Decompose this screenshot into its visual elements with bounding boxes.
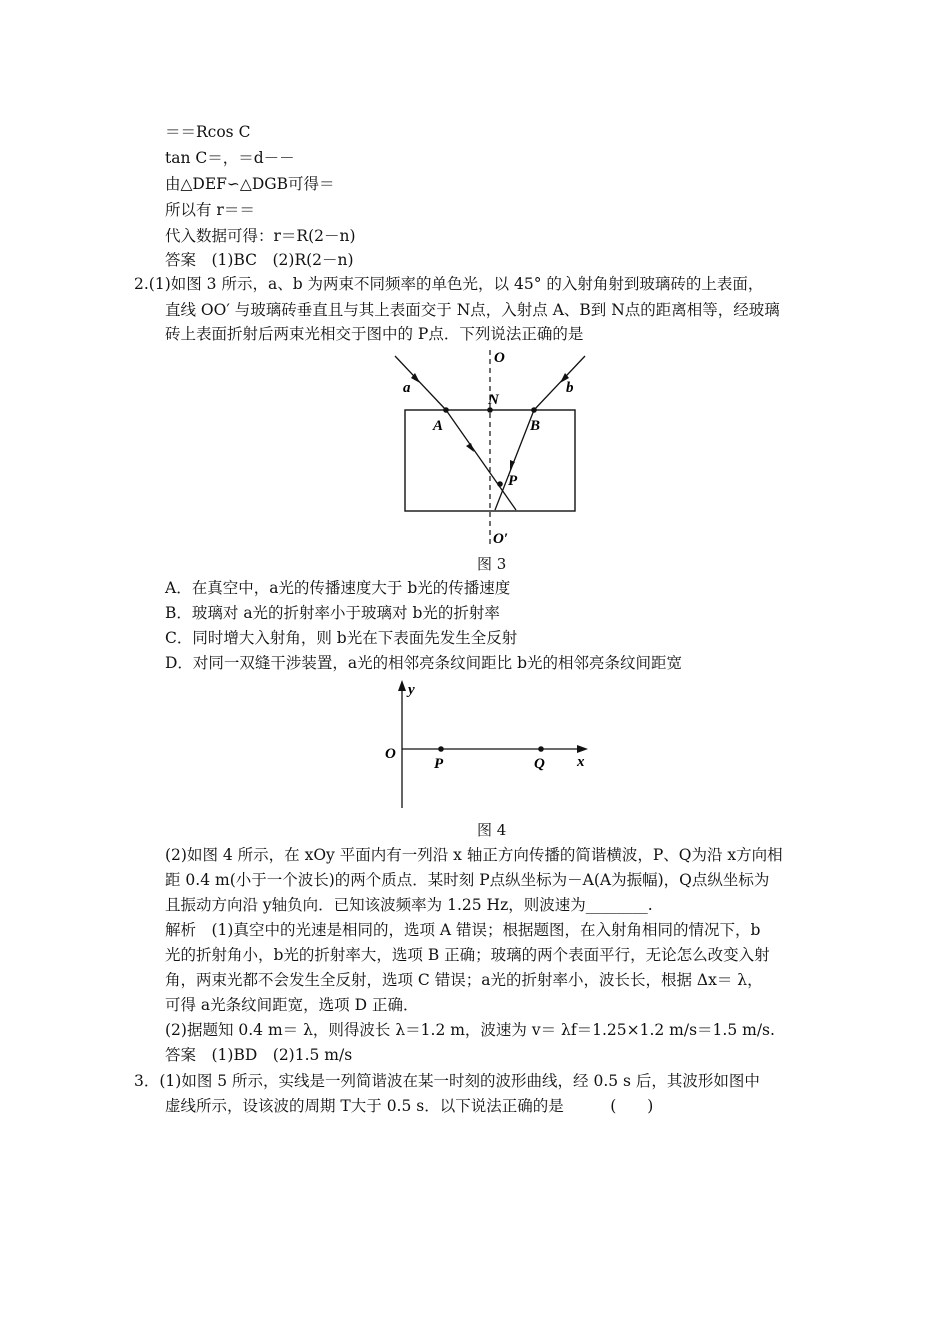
point-Q [538,746,544,752]
derivation-line-5: 代入数据可得：r＝R(2－n) [165,227,356,245]
figure-4-diagram [380,675,600,815]
label-A: A [433,418,444,434]
figure-4-caption: 图 4 [477,821,507,839]
q2-part2-line-2: 距 0.4 m(小于一个波长)的两个质点．某时刻 P点纵坐标为－A(A为振幅)，Q点纵坐标为 [165,871,770,889]
label-O: O [385,746,396,762]
label-b: b [566,380,574,396]
option-A: A．在真空中，a光的传播速度大于 b光的传播速度 [165,579,511,597]
option-B: B．玻璃对 a光的折射率小于玻璃对 b光的折射率 [165,604,500,622]
q3-stem-line-1: 3．(1)如图 5 所示，实线是一列简谐波在某一时刻的波形曲线，经 0.5 s 后，其波形如图中 [134,1072,760,1090]
point-P [438,746,444,752]
figure-3-caption: 图 3 [477,555,507,573]
label-P: P [434,756,444,772]
ray-b-refracted [495,410,534,510]
x-axis-arrow [577,745,588,753]
label-P: P [508,473,518,489]
option-C: C．同时增大入射角，则 b光在下表面先发生全反射 [165,629,518,647]
point-B [531,407,537,413]
label-O: O [494,350,505,366]
answer-line-q1: 答案 (1)BC (2)R(2－n) [165,251,354,269]
q2-stem-line-1: 2.(1)如图 3 所示，a、b 为两束不同频率的单色光，以 45° 的入射角射到玻璃砖的上表面， [134,275,764,293]
ray-b-incident [534,356,585,410]
y-axis-arrow [398,680,406,691]
label-N: N [488,392,499,408]
answer-line-q2: 答案 (1)BD (2)1.5 m/s [165,1046,353,1064]
label-y: y [408,682,415,698]
figure-3-diagram [380,342,600,552]
point-N [487,407,493,413]
label-a: a [403,380,411,396]
derivation-line-3: 由△DEF∽△DGB可得＝ [165,175,335,193]
derivation-line-1: ＝＝Rcos C [165,123,251,141]
analysis-line-1: 解析 (1)真空中的光速是相同的，选项 A 错误；根据题图，在入射角相同的情况下，b [165,921,761,939]
derivation-line-4: 所以有 r＝＝ [165,201,255,219]
option-D: D．对同一双缝干涉装置，a光的相邻亮条纹间距比 b光的相邻亮条纹间距宽 [165,654,683,672]
q2-part2-line-3: 且振动方向沿 y轴负向．已知该波频率为 1.25 Hz，则波速为________. [165,896,653,914]
point-A [443,407,449,413]
label-Q: Q [534,756,545,772]
label-B: B [530,418,541,434]
ray-a-refracted [446,410,516,510]
analysis-line-3: 角，两束光都不会发生全反射，选项 C 错误；a光的折射率小，波长长，根据 Δx＝ λ， [165,971,763,989]
q2-stem-line-3: 砖上表面折射后两束光相交于图中的 P点．下列说法正确的是 [165,325,584,343]
derivation-line-2: tan C＝，＝d－－ [165,149,295,167]
q3-stem-line-2: 虚线所示，设该波的周期 T大于 0.5 s．以下说法正确的是 ( ) [165,1097,654,1115]
q2-stem-line-2: 直线 OO′ 与玻璃砖垂直且与其上表面交于 N点，入射点 A、B到 N点的距离相等，经玻璃 [165,301,780,319]
point-P [497,481,503,487]
analysis-line-5: (2)据题知 0.4 m＝ λ，则得波长 λ＝1.2 m，波速为 v＝ λf＝1.25×1.2 m/s＝1.5 m/s. [165,1021,775,1039]
analysis-line-2: 光的折射角小，b光的折射率大，选项 B 正确；玻璃的两个表面平行，无论怎么改变入射 [165,946,770,964]
analysis-line-4: 可得 a光条纹间距宽，选项 D 正确． [165,996,419,1014]
label-x: x [577,754,585,770]
q2-part2-line-1: (2)如图 4 所示，在 xOy 平面内有一列沿 x 轴正方向传播的简谐横波，P、Q为沿 x方向相 [165,846,783,864]
label-O-prime: O′ [493,531,509,547]
